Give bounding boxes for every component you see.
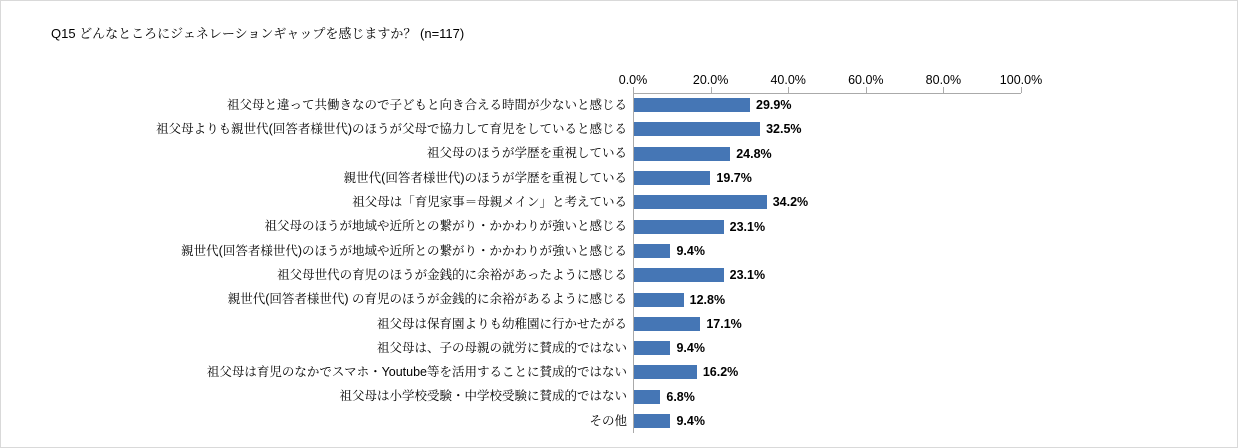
bar-category-label: 祖父母のほうが地域や近所との繋がり・かかわりが強いと感じる bbox=[264, 219, 627, 234]
bar-row bbox=[1, 336, 1238, 360]
bar bbox=[634, 268, 724, 282]
bar-wrapper bbox=[634, 122, 802, 136]
x-tick-label: 40.0% bbox=[770, 73, 806, 87]
bar-category-label: その他 bbox=[589, 413, 627, 428]
bar-rows bbox=[1, 93, 1238, 433]
x-tick-label: 100.0% bbox=[999, 73, 1043, 87]
bar-row bbox=[1, 190, 1238, 214]
bar-wrapper bbox=[634, 293, 725, 307]
bar-value-label: 23.1% bbox=[729, 219, 766, 234]
bar-value-label: 9.4% bbox=[676, 341, 705, 356]
bar-value-label: 23.1% bbox=[729, 268, 766, 283]
bar bbox=[634, 195, 767, 209]
bar-wrapper bbox=[634, 171, 752, 185]
bar-category-label: 祖父母は保育園よりも幼稚園に行かせたがる bbox=[376, 316, 627, 331]
page-title: Q15 どんなところにジェネレーションギャップを感じますか？ (n=117) bbox=[51, 26, 465, 41]
bar-wrapper bbox=[634, 268, 765, 282]
bar bbox=[634, 293, 684, 307]
x-tick-label: 80.0% bbox=[925, 73, 962, 87]
bar-row bbox=[1, 385, 1238, 409]
bar bbox=[634, 147, 730, 161]
bar-value-label: 9.4% bbox=[676, 243, 705, 258]
bar-row bbox=[1, 166, 1238, 190]
bar-row bbox=[1, 142, 1238, 166]
bar-category-label: 祖父母は育児のなかでスマホ・Youtube等を活用することに賛成的ではない bbox=[206, 365, 627, 380]
bar-row bbox=[1, 360, 1238, 384]
bar-value-label: 16.2% bbox=[702, 365, 739, 380]
bar-row bbox=[1, 263, 1238, 287]
bar bbox=[634, 317, 700, 331]
bar-category-label: 祖父母と違って共働きなので子どもと向き合える時間が少ないと感じる bbox=[226, 97, 627, 112]
x-tick-mark bbox=[866, 87, 867, 93]
bar bbox=[634, 122, 760, 136]
bar-row bbox=[1, 409, 1238, 433]
x-tick-label: 60.0% bbox=[848, 73, 884, 87]
bar-value-label: 9.4% bbox=[676, 414, 705, 428]
bar-category-label: 祖父母よりも親世代(回答者様世代)のほうが父母で協力して育児をしていると感じる bbox=[156, 122, 627, 137]
bar-category-label: 祖父母は、子の母親の就労に賛成的ではない bbox=[376, 340, 627, 355]
bar-value-label: 6.8% bbox=[666, 389, 695, 404]
bar-category-label: 親世代(回答者様世代) の育児のほうが金銭的に余裕があるように感じる bbox=[227, 292, 627, 307]
bar-wrapper bbox=[634, 365, 738, 379]
bar bbox=[634, 414, 670, 428]
x-tick-label: 0.0% bbox=[618, 73, 648, 87]
bar-category-label: 祖父母のほうが学歴を重視している bbox=[426, 146, 627, 161]
bar-row bbox=[1, 312, 1238, 336]
bar bbox=[634, 244, 670, 258]
bar-value-label: 12.8% bbox=[689, 292, 726, 307]
bar-category-label: 祖父母は「育児家事＝母親メイン」と考えている bbox=[352, 195, 627, 210]
bar-category-label: 祖父母世代の育児のほうが金銭的に余裕があったように感じる bbox=[277, 267, 627, 282]
bar-row bbox=[1, 239, 1238, 263]
x-tick-mark bbox=[788, 87, 789, 93]
bar-value-label: 17.1% bbox=[706, 316, 742, 331]
bar-value-label: 29.9% bbox=[756, 98, 792, 113]
bar-wrapper bbox=[634, 317, 742, 331]
bar-row bbox=[1, 117, 1238, 141]
bar-value-label: 32.5% bbox=[766, 122, 802, 137]
bar-row bbox=[1, 93, 1238, 117]
bar-value-label: 19.7% bbox=[716, 171, 752, 186]
bar-category-label: 親世代(回答者様世代)のほうが学歴を重視している bbox=[343, 170, 627, 185]
bar bbox=[634, 390, 660, 404]
bar-wrapper bbox=[634, 390, 695, 404]
bar-wrapper bbox=[634, 195, 808, 209]
bar-wrapper bbox=[634, 414, 705, 428]
bar-category-label: 祖父母は小学校受験・中学校受験に賛成的ではない bbox=[339, 389, 627, 404]
bar-wrapper bbox=[634, 341, 705, 355]
bar bbox=[634, 220, 724, 234]
bar-row bbox=[1, 214, 1238, 238]
bar-value-label: 34.2% bbox=[772, 195, 809, 210]
bar bbox=[634, 365, 697, 379]
x-tick-mark bbox=[633, 87, 634, 93]
bar-wrapper bbox=[634, 220, 765, 234]
bar bbox=[634, 98, 750, 112]
x-tick-mark bbox=[943, 87, 944, 93]
x-tick-label: 20.0% bbox=[692, 73, 729, 87]
bar-value-label: 24.8% bbox=[736, 146, 772, 161]
bar-row bbox=[1, 287, 1238, 311]
bar-wrapper bbox=[634, 98, 791, 112]
bar bbox=[634, 341, 670, 355]
x-tick-mark bbox=[1021, 87, 1022, 93]
bar bbox=[634, 171, 710, 185]
x-tick-mark bbox=[711, 87, 712, 93]
bar-wrapper bbox=[634, 244, 705, 258]
bar-wrapper bbox=[634, 147, 772, 161]
bar-category-label: 親世代(回答者様世代)のほうが地域や近所との繋がり・かかわりが強いと感じる bbox=[181, 243, 627, 258]
